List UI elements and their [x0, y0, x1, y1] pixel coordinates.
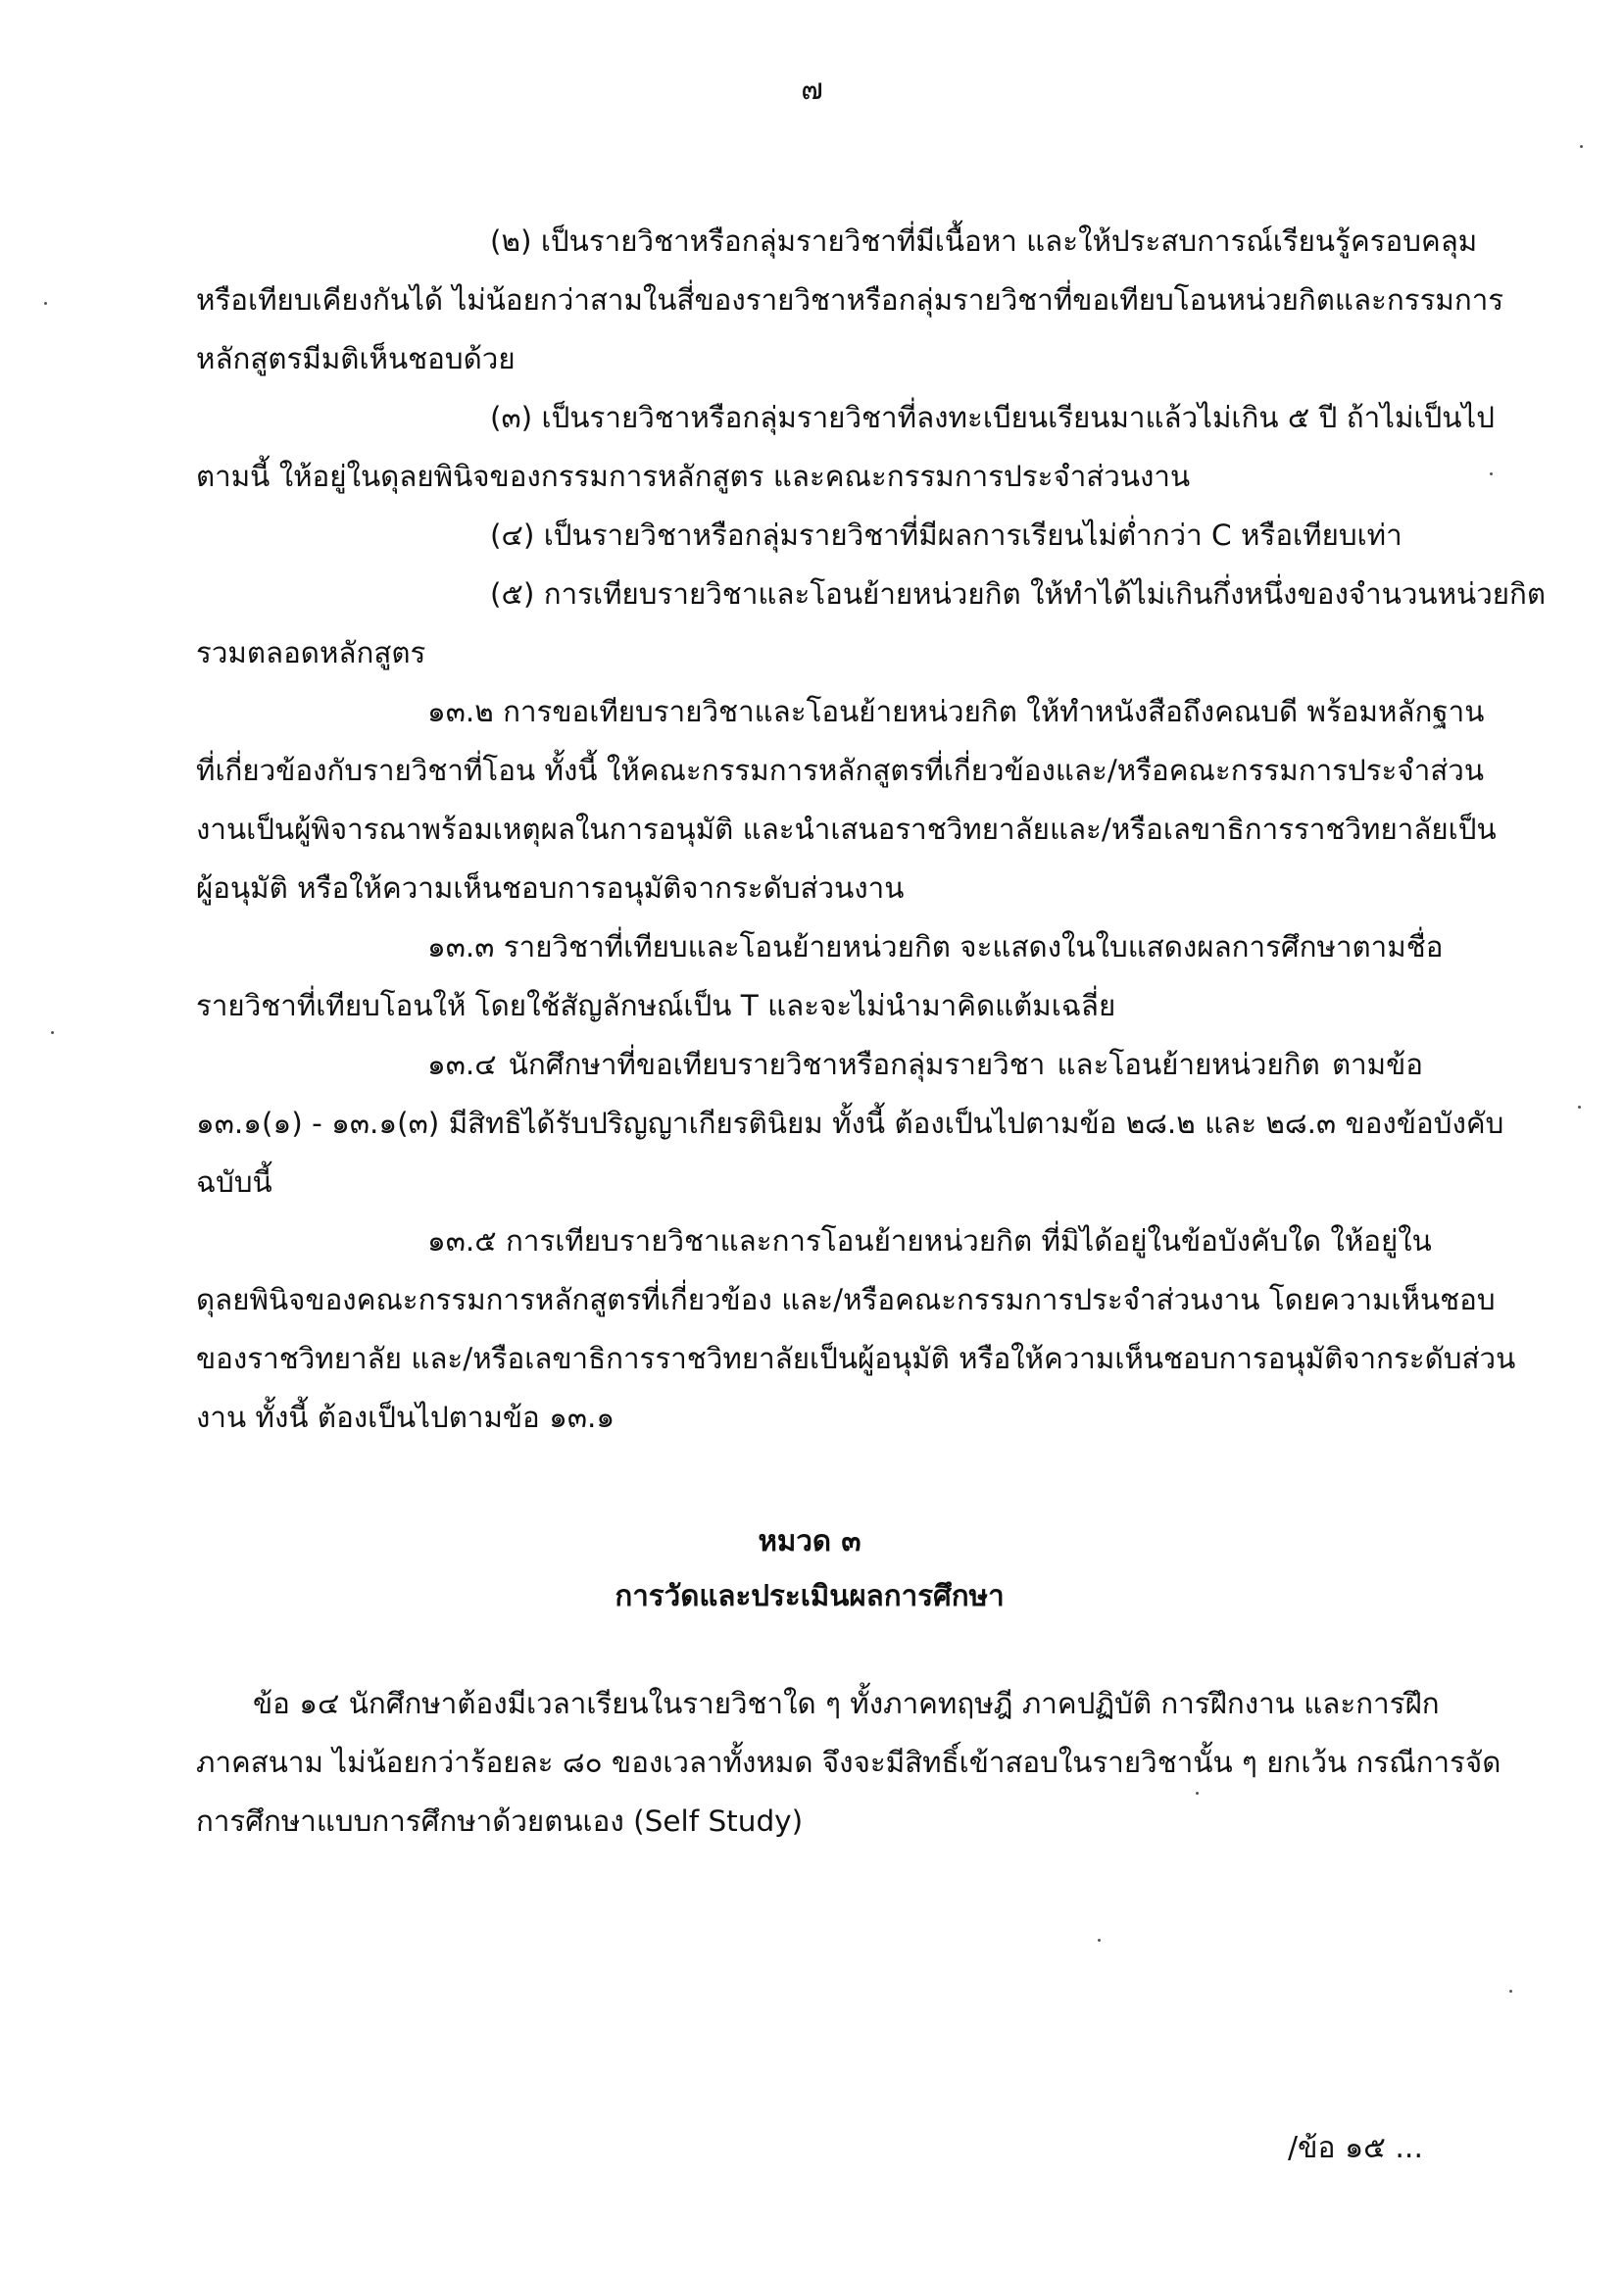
- clause-13-2-line-1: ๑๓.๒ การขอเทียบรายวิชาและโอนย้ายหน่วยกิต ให้ทำหนังสือถึงคณบดี พร้อมหลักฐาน: [427, 695, 1485, 728]
- clause-13-3-line-1: ๑๓.๓ รายวิชาที่เทียบและโอนย้ายหน่วยกิต จะแสดงในใบแสดงผลการศึกษาตามชื่อ: [427, 930, 1444, 964]
- scan-speck: [1098, 1939, 1101, 1942]
- clause-13-4-line-3: ฉบับนี้: [196, 1165, 272, 1199]
- chapter-label: หมวด ๓: [758, 1524, 861, 1557]
- chapter-heading: [196, 1513, 1423, 1623]
- clause-13-2-line-2: ที่เกี่ยวข้องกับรายวิชาที่โอน ทั้งนี้ ให้คณะกรรมการหลักสูตรที่เกี่ยวข้องและ/หรือคณะกรรมการประจำส่วน: [196, 754, 1484, 787]
- scan-speck: [1509, 1990, 1512, 1993]
- clause-14-line-2: ภาคสนาม ไม่น้อยกว่าร้อยละ ๘๐ ของเวลาทั้งหมด จึงจะมีสิทธิ์เข้าสอบในรายวิชานั้น ๆ ยกเว้น กรณีการจัด: [196, 1746, 1501, 1779]
- item-3-line-2: ตามนี้ ให้อยู่ในดุลยพินิจของกรรมการหลักสูตร และคณะกรรมการประจำส่วนงาน: [196, 460, 1191, 493]
- clause-13-4-line-1: ๑๓.๔ นักศึกษาที่ขอเทียบรายวิชาหรือกลุ่มรายวิชา และโอนย้ายหน่วยกิต ตามข้อ: [427, 1048, 1423, 1081]
- scan-speck: [1196, 1792, 1199, 1795]
- clause-13-3-line-2: รายวิชาที่เทียบโอนให้ โดยใช้สัญลักษณ์เป็น T และจะไม่นำมาคิดแต้มเฉลี่ย: [196, 989, 1116, 1022]
- item-3-line-1: (๓) เป็นรายวิชาหรือกลุ่มรายวิชาที่ลงทะเบียนเรียนมาแล้วไม่เกิน ๕ ปี ถ้าไม่เป็นไป: [490, 401, 1495, 434]
- clause-14-line-3: การศึกษาแบบการศึกษาด้วยตนเอง (Self Study): [196, 1804, 804, 1838]
- scan-speck: [1580, 145, 1583, 148]
- item-2-line-2: หรือเทียบเคียงกันได้ ไม่น้อยกว่าสามในสี่ของรายวิชาหรือกลุ่มรายวิชาที่ขอเทียบโอนหน่วยกิตและกรรมการ: [196, 283, 1504, 317]
- spacer: [196, 1623, 1423, 1674]
- item-2-line-1: (๒) เป็นรายวิชาหรือกลุ่มรายวิชาที่มีเนื้อหา และให้ประสบการณ์เรียนรู้ครอบคลุม: [490, 224, 1478, 258]
- clause-13-5-line-2: ดุลยพินิจของคณะกรรมการหลักสูตรที่เกี่ยวข้อง และ/หรือคณะกรรมการประจำส่วนงาน โดยความเห็นชอบ: [196, 1283, 1496, 1316]
- clause-14-line-1: ข้อ ๑๔ นักศึกษาต้องมีเวลาเรียนในรายวิชาใด ๆ ทั้งภาคทฤษฎี ภาคปฏิบัติ การฝึกงาน และการฝึก: [253, 1687, 1440, 1720]
- clause-13-2-line-3: งานเป็นผู้พิจารณาพร้อมเหตุผลในการอนุมัติ และนำเสนอราชวิทยาลัยและ/หรือเลขาธิการราชวิทยาลัยเป็น: [196, 813, 1497, 846]
- clause-13-4-line-2: ๑๓.๑(๑) - ๑๓.๑(๓) มีสิทธิได้รับปริญญาเกียรตินิยม ทั้งนี้ ต้องเป็นไปตามข้อ ๒๘.๒ และ ๒๘.๓ ของข้อบังคับ: [196, 1107, 1504, 1140]
- spacer: [196, 1447, 1423, 1513]
- page-number: ๗: [801, 73, 823, 107]
- scan-speck: [44, 302, 47, 305]
- scan-speck: [51, 1031, 54, 1034]
- next-page-reference: /ข้อ ๑๕ ...: [1287, 2131, 1423, 2165]
- scan-speck: [1490, 472, 1493, 475]
- item-4-line-1: (๔) เป็นรายวิชาหรือกลุ่มรายวิชาที่มีผลการเรียนไม่ต่ำกว่า C หรือเทียบเท่า: [490, 519, 1403, 552]
- item-5-line-1: (๕) การเทียบรายวิชาและโอนย้ายหน่วยกิต ให้ทำได้ไม่เกินกึ่งหนึ่งของจำนวนหน่วยกิต: [490, 577, 1547, 611]
- document-body: [196, 212, 1547, 1851]
- clause-13-2-line-4: ผู้อนุมัติ หรือให้ความเห็นชอบการอนุมัติจากระดับส่วนงาน: [196, 871, 905, 905]
- clause-13-5-line-4: งาน ทั้งนี้ ต้องเป็นไปตามข้อ ๑๓.๑: [196, 1401, 615, 1434]
- clause-13-5-line-1: ๑๓.๕ การเทียบรายวิชาและการโอนย้ายหน่วยกิต ที่มิได้อยู่ในข้อบังคับใด ให้อยู่ใน: [427, 1224, 1432, 1258]
- item-5-line-2: รวมตลอดหลักสูตร: [196, 636, 426, 669]
- scan-speck: [1578, 1106, 1581, 1109]
- chapter-title: การวัดและประเมินผลการศึกษา: [615, 1579, 1005, 1612]
- clause-13-5-line-3: ของราชวิทยาลัย และ/หรือเลขาธิการราชวิทยาลัยเป็นผู้อนุมัติ หรือให้ความเห็นชอบการอนุมัติจากระดับส่วน: [196, 1342, 1516, 1375]
- item-2-line-3: หลักสูตรมีมติเห็นชอบด้วย: [196, 342, 516, 375]
